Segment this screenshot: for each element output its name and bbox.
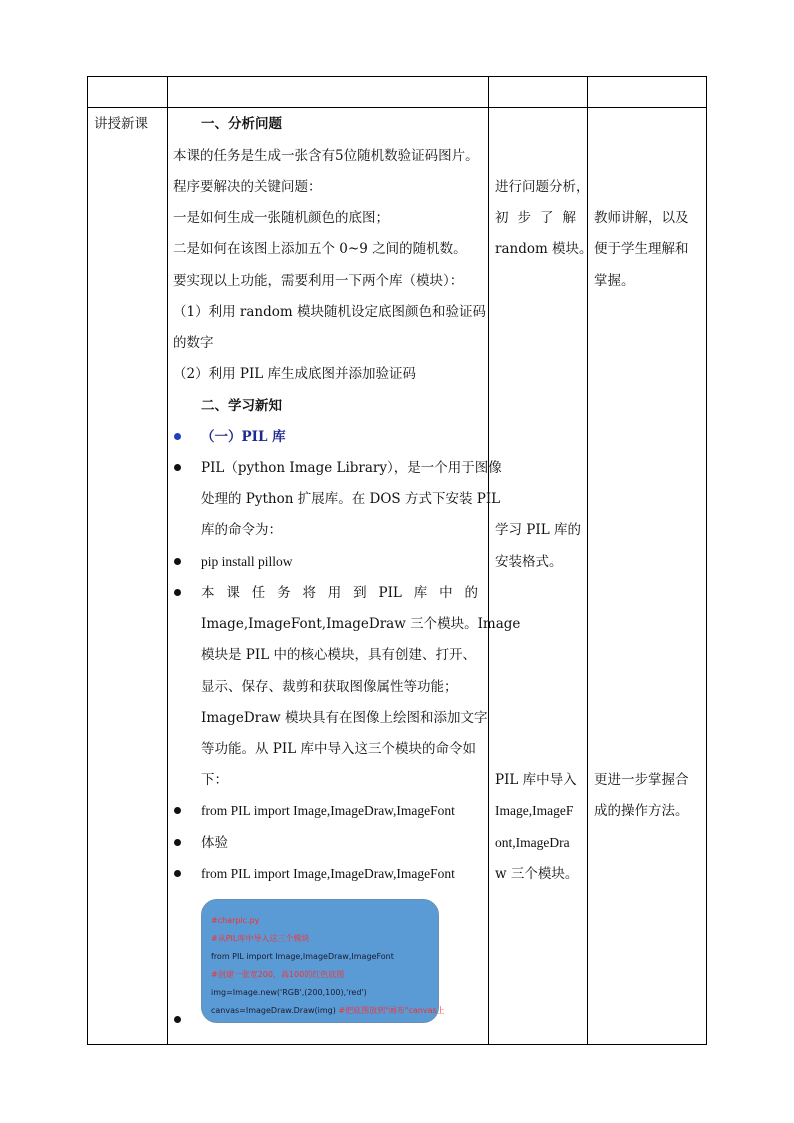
table-top-border (87, 76, 707, 77)
code-line-with-comment (211, 1002, 445, 1020)
bullet-text: from PIL import Image,ImageDraw,ImageFont (201, 866, 455, 881)
word: 到 (353, 585, 367, 601)
content-text: 的数字 (173, 335, 214, 351)
bullet-text: ImageDraw 模块具有在图像上绘图和添加文字 (201, 710, 488, 726)
bullet-text: PIL（python Image Library），是一个用于图像 (201, 460, 502, 476)
word: 任 (251, 585, 266, 601)
bullet-text: Image,ImageFont,ImageDraw 三个模块。Image (201, 616, 521, 632)
bullet-text: 库的命令为： (201, 522, 282, 538)
bullet-text: 等功能。从 PIL 库中导入这三个模块的命令如 (201, 741, 476, 757)
content-text: 本课的任务是生成一张含有5位随机数验证码图片。 (173, 148, 479, 164)
column-divider-3 (587, 76, 588, 1045)
design-intent-text: 更进一步掌握合 (594, 772, 689, 788)
bullet-icon (174, 433, 181, 440)
word: PIL (378, 585, 402, 601)
code-comment: #从PIL库中导入这三个模块 (211, 934, 310, 943)
student-activity-text: PIL 库中导入 (495, 772, 577, 788)
word: 的 (464, 585, 478, 601)
word: 初 (495, 210, 509, 226)
student-activity-text: random 模块。 (495, 241, 593, 257)
bullet-icon (174, 807, 181, 814)
bullet-text: 下： (201, 772, 228, 788)
section-heading-analysis: 一、分析问题 (201, 116, 282, 132)
student-activity-text: ont,ImageDra (495, 835, 570, 850)
content-text: （1）利用 random 模块随机设定底图颜色和验证码 (173, 304, 486, 320)
content-text: 二是如何在该图上添加五个 0~9 之间的随机数。 (173, 241, 467, 257)
student-activity-text: 学习 PIL 库的 (495, 522, 581, 538)
header-row-divider (87, 107, 707, 108)
code-comment: #创建一张宽200，高100的红色底图 (211, 970, 345, 979)
section-heading-new-knowledge: 二、学习新知 (201, 398, 282, 414)
word: 库 (413, 585, 428, 601)
bullet-text: pip install pillow (201, 554, 293, 569)
bullet-text-justified (201, 585, 478, 601)
word: 务 (277, 585, 291, 601)
code-line: img=Image.new('RGB',(200,100),'red') (211, 988, 367, 997)
bullet-icon (174, 464, 181, 471)
word: 解 (562, 210, 576, 226)
content-text: 一是如何生成一张随机颜色的底图； (173, 210, 389, 226)
content-text: 要实现以上功能，需要利用一下两个库（模块）： (173, 273, 464, 289)
design-intent-text: 掌握。 (594, 273, 635, 289)
bullet-icon (174, 839, 181, 846)
bullet-text: 体验 (201, 835, 228, 851)
bullet-icon (174, 870, 181, 877)
student-activity-text: w 三个模块。 (495, 866, 579, 882)
table-bottom-border (87, 1044, 707, 1045)
word: 用 (327, 585, 342, 601)
table-left-border (87, 76, 88, 1045)
column-divider-2 (488, 76, 489, 1045)
design-intent-text: 教师讲解，以及 (594, 210, 689, 226)
word: 本 (201, 585, 215, 601)
content-text: 程序要解决的关键问题： (173, 179, 322, 195)
design-intent-text: 便于学生理解和 (594, 241, 689, 257)
word: 步 (517, 210, 531, 226)
row-label: 讲授新课 (94, 116, 148, 132)
code-screenshot-box (201, 899, 445, 1023)
student-activity-text: 进行问题分析， (495, 179, 590, 195)
column-divider-1 (167, 76, 168, 1045)
bullet-icon (174, 1016, 181, 1023)
bullet-icon (174, 589, 181, 596)
table-right-border (706, 76, 707, 1045)
word: 课 (226, 585, 240, 601)
student-activity-text (495, 210, 576, 226)
code-line: canvas=ImageDraw.Draw(img) (211, 1006, 339, 1015)
word: 中 (439, 585, 453, 601)
word: 了 (540, 210, 554, 226)
bullet-text: 处理的 Python 扩展库。在 DOS 方式下安装 PIL (201, 491, 501, 507)
student-activity-text: Image,ImageF (495, 803, 574, 818)
word: 将 (302, 585, 316, 601)
code-comment: #charpic.py (211, 916, 260, 925)
design-intent-text: 成的操作方法。 (594, 803, 689, 819)
code-line: from PIL import Image,ImageDraw,ImageFont (211, 952, 394, 961)
bullet-text: from PIL import Image,ImageDraw,ImageFont (201, 803, 455, 818)
code-comment: #把底图放到"画布"canvas上 (338, 1006, 445, 1015)
bullet-text: 模块是 PIL 中的核心模块，具有创建、打开、 (201, 647, 476, 663)
content-text: （2）利用 PIL 库生成底图并添加验证码 (173, 366, 417, 382)
student-activity-text: 安装格式。 (495, 554, 563, 570)
bullet-icon (174, 558, 181, 565)
bullet-text: 显示、保存、裁剪和获取图像属性等功能； (201, 679, 458, 695)
subsection-heading-pil: （一）PIL 库 (201, 429, 286, 445)
